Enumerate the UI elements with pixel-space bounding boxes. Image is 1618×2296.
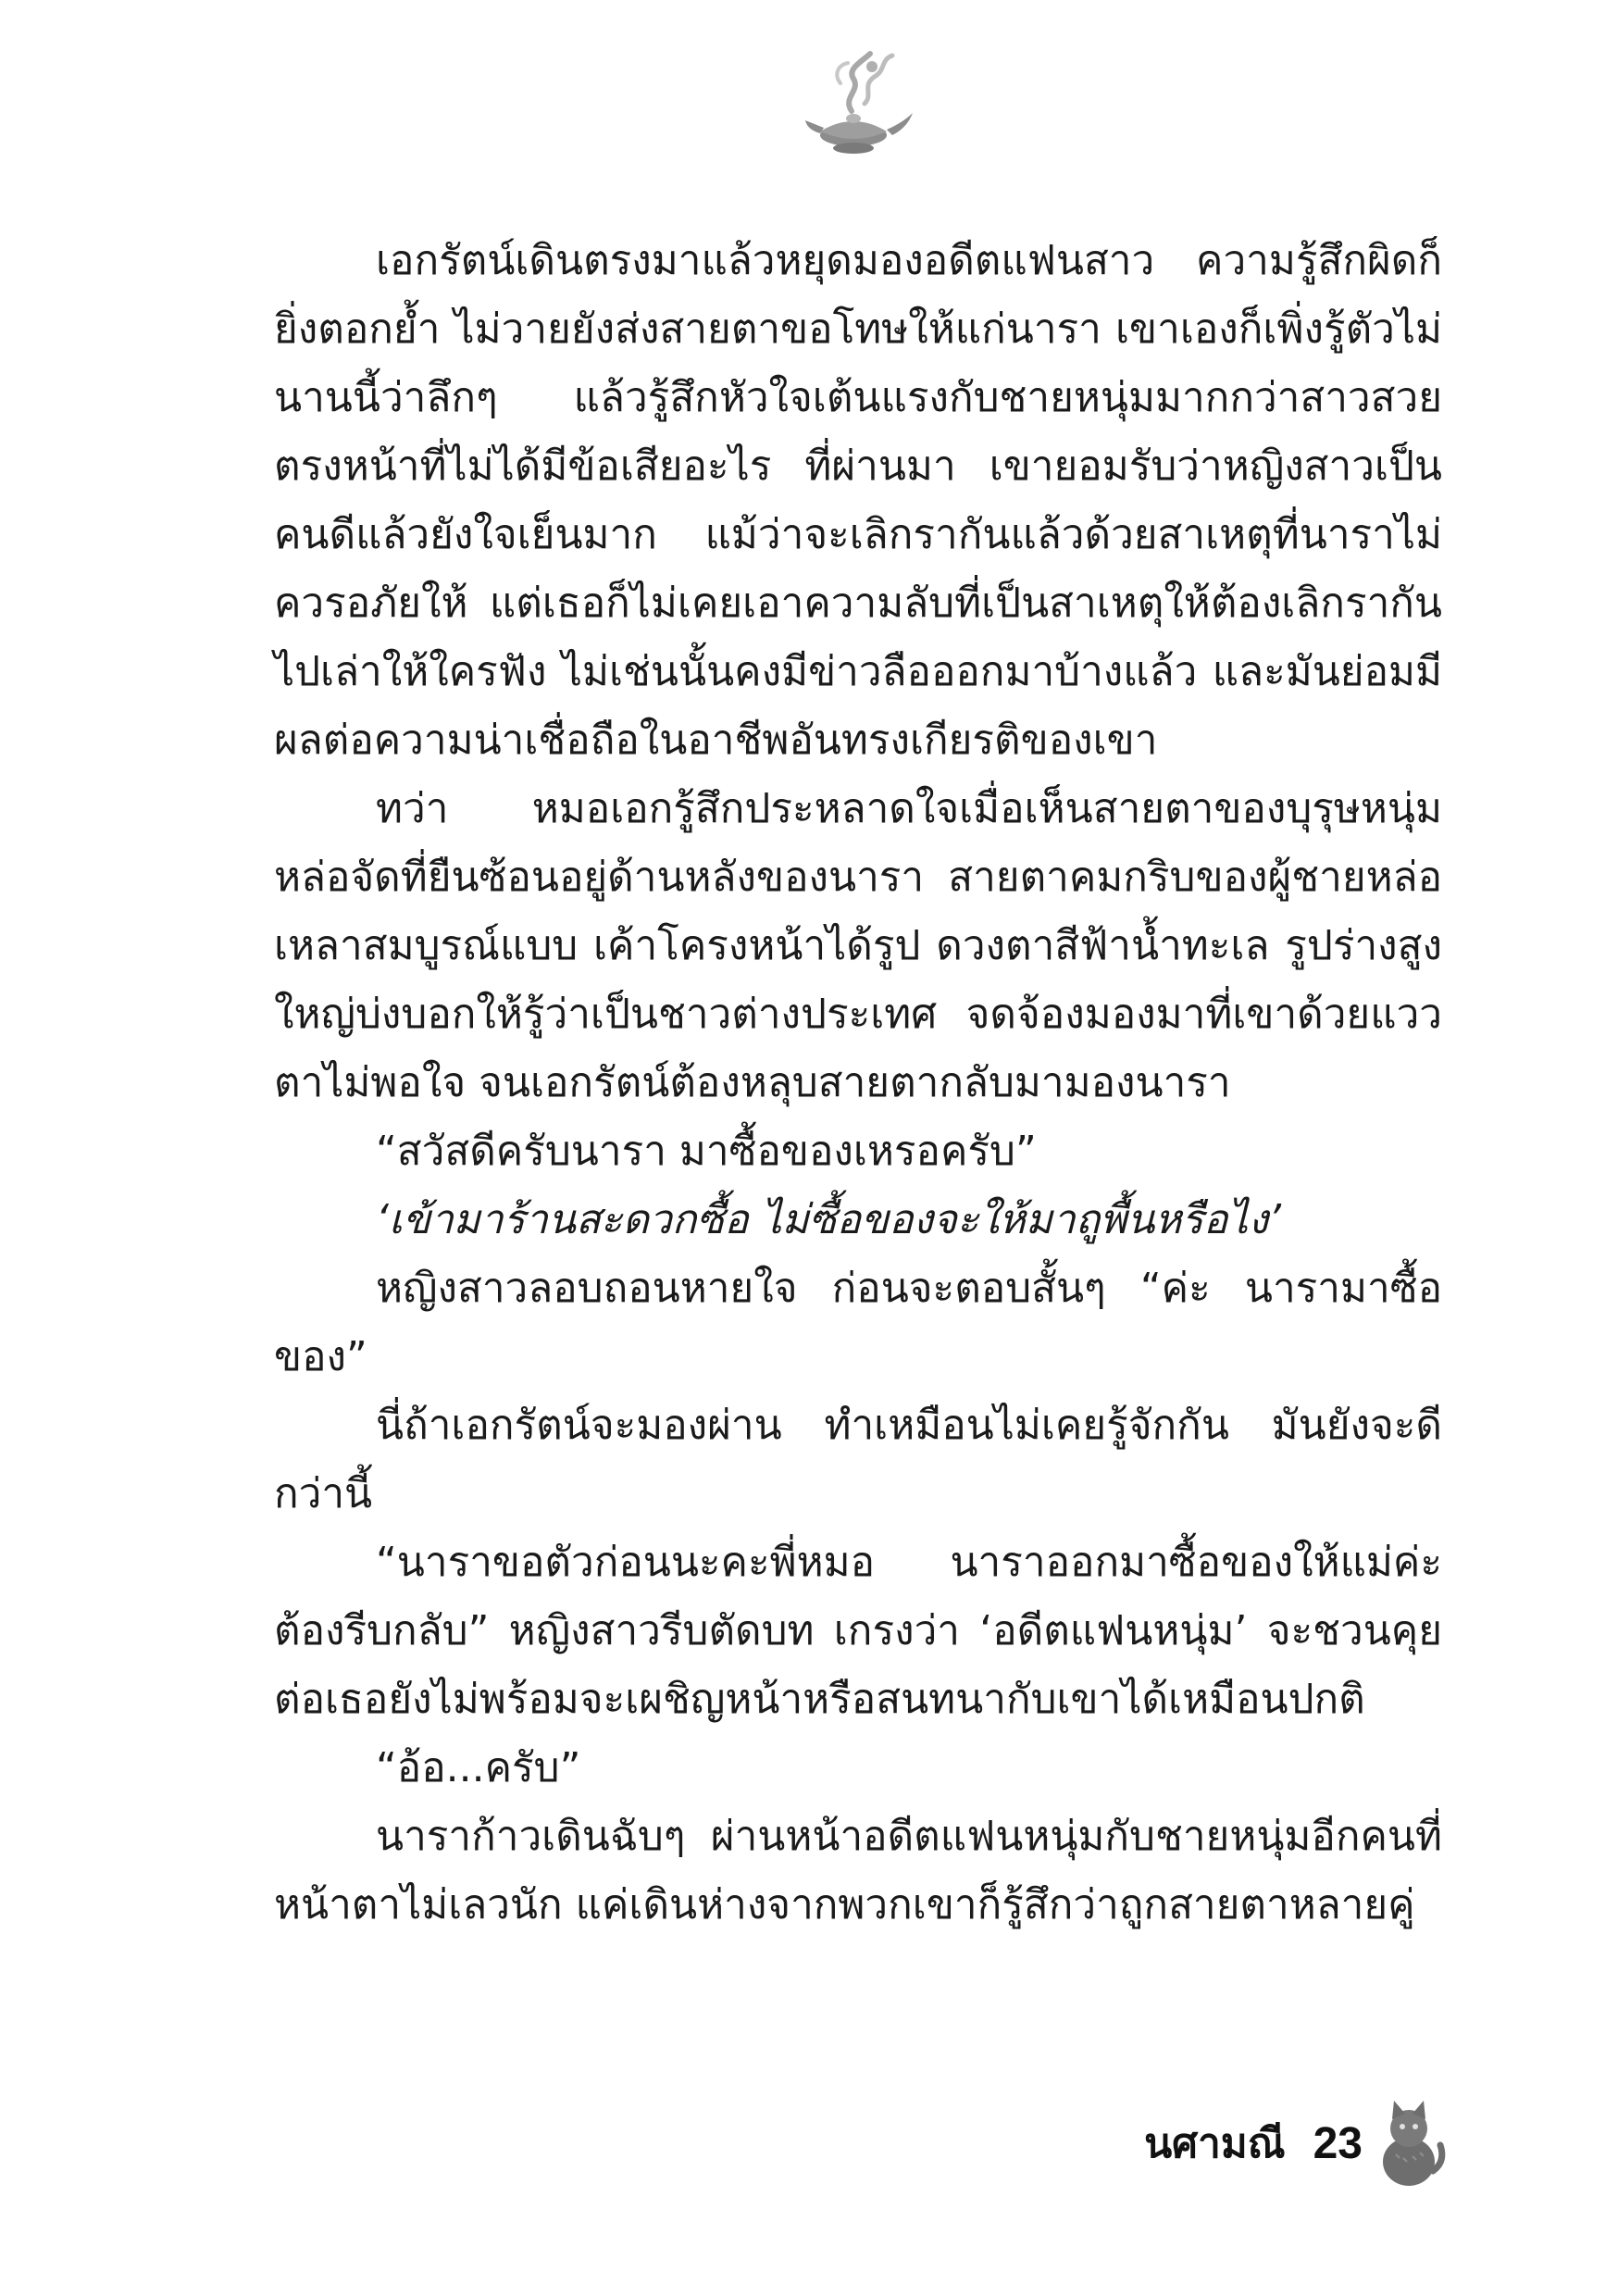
paragraph: “อ้อ...ครับ”: [376, 1744, 581, 1791]
paragraph: ทว่า หมอเอกรู้สึกประหลาดใจเมื่อเห็นสายตาของบุรุษหนุ่มหล่อจัดที่ยืนซ้อนอยู่ด้านหลังของนารา สายตาคมกริบของผู้ชายหล่อเหลาสมบูรณ์แบบ เค้าโครงหน้าได้รูป ดวงตาสีฟ้าน้ำทะเล รูปร่างสูงใหญ่บ่งบอกให้รู้ว่าเป็นชาวต่างประเทศ จดจ้องมองมาที่เขาด้วยแววตาไม่พอใจ จนเอกรัตน์ต้องหลุบสายตากลับมามองนารา: [274, 785, 1442, 1106]
paragraph: เอกรัตน์เดินตรงมาแล้วหยุดมองอดีตแฟนสาว ความรู้สึกผิดก็ยิ่งตอกย้ำ ไม่วายยังส่งสายตาขอโทษให้แก่นารา เขาเองก็เพิ่งรู้ตัวไม่นานนี้ว่าลึกๆ แล้วรู้สึกหัวใจเต้นแรงกับชายหนุ่มมากกว่าสาวสวยตรงหน้าที่ไม่ได้มีข้อเสียอะไร ที่ผ่านมา เขายอมรับว่าหญิงสาวเป็นคนดีแล้วยังใจเย็นมาก แม้ว่าจะเลิกรากันแล้วด้วยสาเหตุที่นาราไม่ควรอภัยให้ แต่เธอก็ไม่เคยเอาความลับที่เป็นสาเหตุให้ต้องเลิกรากันไปเล่าให้ใครฟัง ไม่เช่นนั้นคงมีข่าวลือออกมาบ้างแล้ว และมันย่อมมีผลต่อความน่าเชื่อถือในอาชีพอันทรงเกียรติของเขา: [274, 237, 1442, 764]
body-text: [274, 227, 1442, 1940]
paragraph: หญิงสาวลอบถอนหายใจ ก่อนจะตอบสั้นๆ “ค่ะ นารามาซื้อของ”: [274, 1265, 1442, 1380]
author-name: นศามณี: [1144, 2120, 1286, 2167]
cat-icon: [1372, 2097, 1446, 2190]
paragraph: นี่ถ้าเอกรัตน์จะมองผ่าน ทำเหมือนไม่เคยรู้จักกัน มันยังจะดีกว่านี้: [274, 1402, 1442, 1517]
paragraph: “สวัสดีครับนารา มาซื้อของเหรอครับ”: [376, 1128, 1037, 1175]
paragraph: “นาราขอตัวก่อนนะคะพี่หมอ นาราออกมาซื้อของให้แม่ค่ะ ต้องรีบกลับ” หญิงสาวรีบตัดบท เกรงว่า ‘อดีตแฟนหนุ่ม’ จะชวนคุยต่อเธอยังไม่พร้อมจะเผชิญหน้าหรือสนทนากับเขาได้เหมือนปกติ: [274, 1539, 1442, 1723]
paragraph: นาราก้าวเดินฉับๆ ผ่านหน้าอดีตแฟนหนุ่มกับชายหนุ่มอีกคนที่หน้าตาไม่เลวนัก แค่เดินห่างจากพวกเขาก็รู้สึกว่าถูกสายตาหลายคู่: [274, 1813, 1442, 1928]
genie-lamp-icon: [796, 46, 916, 157]
page-footer: [1144, 2097, 1446, 2190]
paragraph-italic: ‘เข้ามาร้านสะดวกซื้อ ไม่ซื้อของจะให้มาถูพื้นหรือไง’: [376, 1196, 1282, 1243]
page-number: 23: [1313, 2118, 1363, 2168]
